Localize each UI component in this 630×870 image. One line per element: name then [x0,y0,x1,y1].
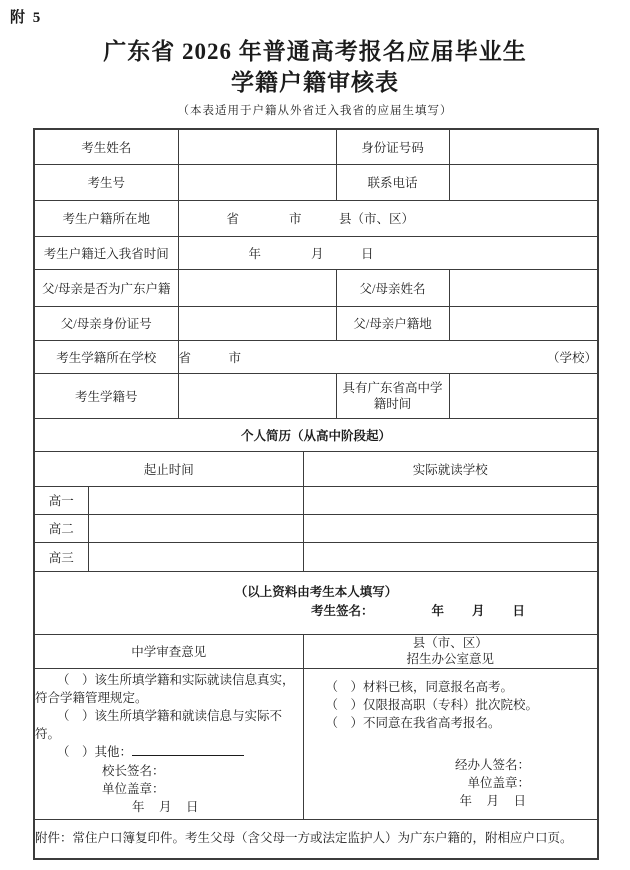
candidate-no-label: 考生号 [34,164,178,200]
school-option-other: （ ）其他： [35,743,303,761]
hukou-location-hint: 省 市 县（市、区） [226,212,415,226]
id-number-label: 身份证号码 [336,129,449,164]
school-review-date: 年 月 日 [132,800,200,814]
resume-section-title: 个人简历（从高中阶段起） [34,418,598,451]
phone-label: 联系电话 [336,164,449,200]
county-review-header [303,634,598,668]
school-option-2: （ ）该生所填学籍和就读信息与实际不符。 [35,709,283,741]
attachment-note-text: 附件：常住户口簿复印件。考生父母（含父母一方或法定监护人）为广东户籍的，附相应户口页。 [35,831,573,846]
grade1-label: 高一 [34,486,88,514]
county-seal-label: 单位盖章： [467,775,531,790]
principal-sign-label: 校长签名： [102,764,165,778]
review-form-table [33,128,599,860]
resume-row-grade2 [34,514,598,542]
parent-hukou-field [449,306,598,340]
school-seal-label: 单位盖章： [102,782,165,796]
gd-highschool-time-field [449,373,598,418]
resume-col-time-header: 起止时间 [34,451,303,486]
document-title [0,36,630,98]
parent-id-label: 父/母亲身份证号 [34,306,178,340]
grade3-time-field [88,542,303,571]
document-title-line1: 广东省 2026 年普通高考报名应届毕业生 [103,39,527,64]
county-option-1: （ ）材料已核，同意报名高考。 [325,679,514,694]
id-number-field [449,129,598,164]
hukou-move-time-label: 考生户籍迁入我省时间 [34,236,178,269]
parent-gd-hukou-field [178,269,336,306]
student-no-label: 考生学籍号 [34,373,178,418]
resume-row-grade3 [34,542,598,571]
hukou-move-time-field [178,236,598,269]
county-review-header-line2: 招生办公室意见 [406,652,495,666]
county-sign-block [304,756,598,810]
candidate-name-label: 考生姓名 [34,129,178,164]
resume-row-grade1 [34,486,598,514]
school-review-cell [34,668,303,819]
grade1-school-field [303,486,598,514]
grade2-label: 高二 [34,514,88,542]
hukou-location-label: 考生户籍所在地 [34,200,178,236]
school-sign-block [35,762,303,816]
parent-hukou-label: 父/母亲户籍地 [336,306,449,340]
candidate-name-field [178,129,336,164]
hukou-move-time-hint: 年 月 日 [248,246,374,261]
candidate-no-field [178,164,336,200]
school-location-hint-right: （学校） [547,350,598,365]
attachment-note-cell [34,819,598,859]
school-location-field [178,340,598,373]
county-option-2: （ ）仅限报高职（专科）批次院校。 [325,697,539,712]
hukou-location-field [178,200,598,236]
parent-id-field [178,306,336,340]
handler-sign-label: 经办人签名： [455,757,531,772]
student-no-field [178,373,336,418]
county-review-date: 年 月 日 [459,793,528,808]
resume-col-school-header: 实际就读学校 [303,451,598,486]
parent-name-label: 父/母亲姓名 [336,269,449,306]
parent-gd-hukou-label: 父/母亲是否为广东户籍 [34,269,178,306]
filled-by-candidate-note: （以上资料由考生本人填写） [234,585,398,599]
grade1-time-field [88,486,303,514]
candidate-sign-date: 年 月 日 [431,604,527,618]
parent-name-field [449,269,598,306]
county-review-header-line1: 县（市、区） [412,636,488,650]
school-option-1: （ ）该生所填学籍和实际就读信息真实，符合学籍管理规定。 [35,673,295,705]
school-location-hint-left: 省 市 [178,350,242,365]
school-location-label: 考生学籍所在学校 [34,340,178,373]
document-title-line2: 学籍户籍审核表 [231,70,399,95]
phone-field [449,164,598,200]
school-review-header: 中学审查意见 [34,634,303,668]
grade3-school-field [303,542,598,571]
gd-highschool-time-label: 具有广东省高中学籍时间 [336,373,449,418]
attachment-tag: 附 5 [10,10,43,26]
document-subtitle: （本表适用于户籍从外省迁入我省的应届生填写） [177,105,453,117]
grade2-school-field [303,514,598,542]
grade2-time-field [88,514,303,542]
county-review-cell [303,668,598,819]
grade3-label: 高三 [34,542,88,571]
candidate-sign-label: 考生签名： [311,604,374,618]
county-option-3: （ ）不同意在我省高考报名。 [325,715,501,730]
other-blank-line [132,744,244,756]
candidate-signature-block [34,571,598,634]
